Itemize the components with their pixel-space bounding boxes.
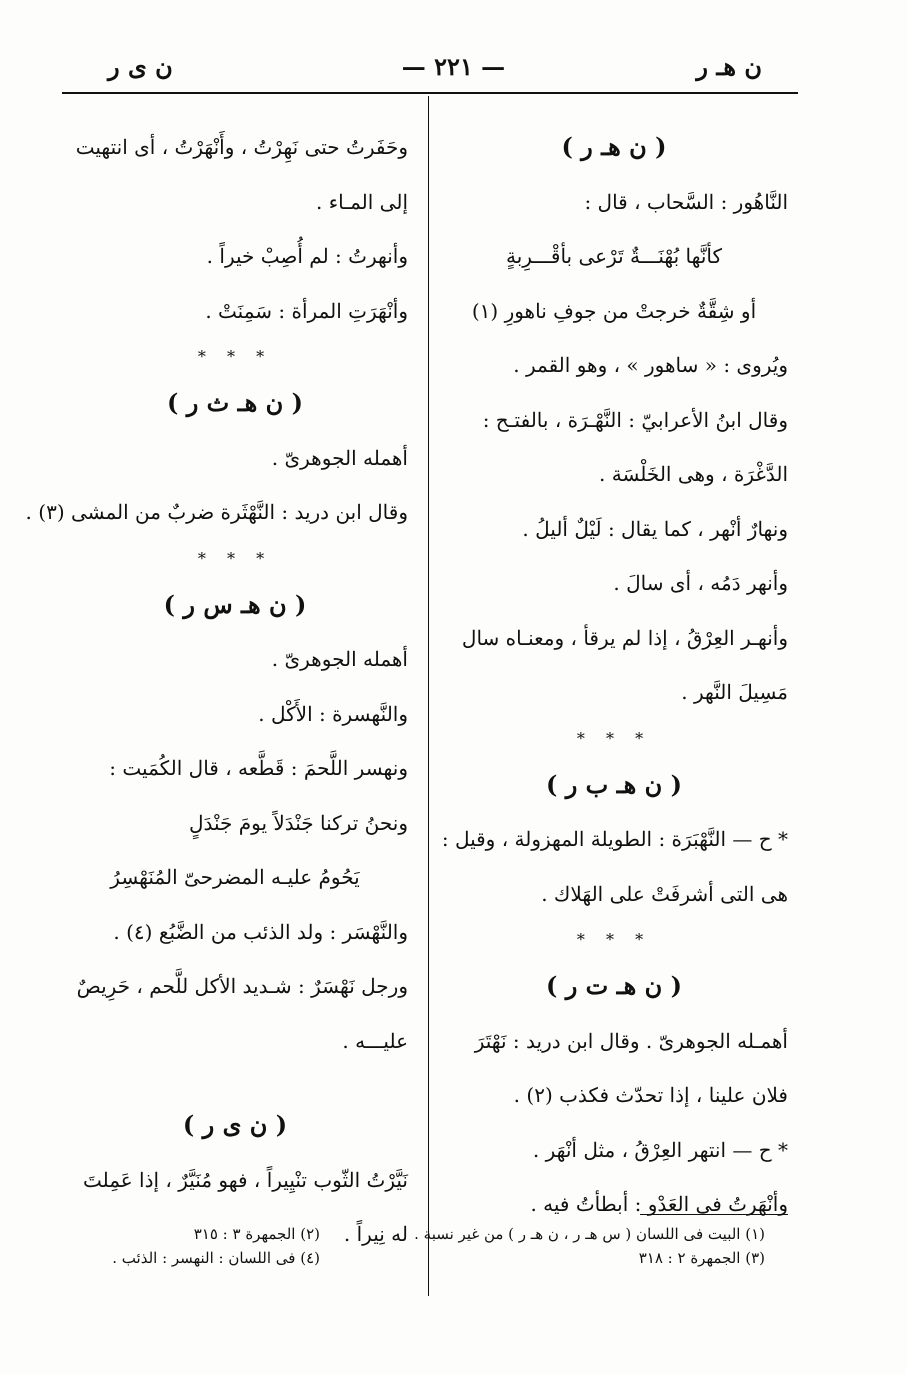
left-column (25, 120, 408, 1262)
text-line: فلان علينا ، إذا تحدّث فكذب (٢) . (513, 1083, 788, 1107)
running-head-right: ن هـ ر (696, 52, 762, 81)
text-line: وأنهـر العِرْقُ ، إذا لم يرقأ ، ومعنـاه سال (461, 625, 788, 650)
text-line: وحَفَرتُ حتى نَهِرْتُ ، وأَنْهَرْتُ ، أى انتهيت (75, 135, 408, 159)
text-line: ونهسر اللَّحمَ : قَطَّعه ، قال الكُمَيت : (109, 756, 408, 780)
header-rule (62, 92, 798, 94)
text-line: ويُروى : « ساهور » ، وهو القمر . (513, 353, 788, 377)
footnote-3: (٣) الجمهرة ٢ : ٣١٨ (638, 1249, 765, 1267)
text-line: * ح — انتهر العِرْقُ ، مثل أنْهَر . (532, 1137, 788, 1162)
section-separator: * * * (576, 728, 652, 748)
text-line: والنَّهْسَر : ولد الذئب من الضَّبُع (٤) . (113, 919, 408, 944)
text-line: وأنهرتُ : لم أُصِبْ خيراً . (206, 244, 408, 268)
footnote-1: (١) البيت فى اللسان ( س هـ ر ، ن هـ ر ) من غير نسبة . (414, 1225, 765, 1243)
text-line: ورجل نَهْسَرٌ : شـديد الأكل للَّحم ، حَرِيصٌ (76, 974, 408, 998)
footnote-rule (640, 1214, 788, 1215)
text-line: وقال ابن دريد : النَّهْثَرة ضربٌ من المشى (٣) . (25, 500, 408, 524)
text-line: نَيَّرْتُ الثّوب تنْيِيراً ، فهو مُنَيَّرٌ ، إذا عَمِلتَ (82, 1167, 408, 1192)
footnotes-right (414, 1222, 765, 1270)
running-head-left: ن ى ر (108, 52, 173, 81)
column-divider (428, 96, 429, 1296)
text-line: ونهارٌ أنْهر ، كما يقال : لَيْلٌ أليلُ . (522, 516, 788, 541)
entry-heading: ( ن هـ ث ر ) (167, 388, 303, 417)
text-line: الدَّغْرَة ، وهى الخَلْسَة . (599, 462, 788, 486)
entry-heading: ( ن هـ ت ر ) (546, 971, 682, 1000)
text-line: * ح — النَّهْبَرَة : الطويلة المهزولة ، وقيل : (441, 827, 788, 851)
text-line: عليـــه . (342, 1028, 408, 1053)
text-line: هى التى أشرفَتْ على الهَلاك . (541, 881, 788, 906)
footnote-2: (٢) الجمهرة ٣ : ٣١٥ (193, 1225, 320, 1243)
section-separator: * * * (576, 930, 652, 949)
entry-heading: ( ن ى ر ) (182, 1110, 288, 1139)
page-number: — ٢٢١ — (401, 52, 506, 81)
entry-heading: ( ن هـ ر ) (561, 132, 667, 161)
verse-line: كأنَّها بُهْنَـــةٌ تَرْعى بأقْـــرِبةٍ (505, 244, 722, 268)
right-column (440, 120, 788, 1232)
text-line: وأنْهَرتُ فى العَدْو : أبطأتُ فيه . (530, 1192, 788, 1216)
text-line: ونحنُ تركنا جَنْدَلاً يومَ جَنْدَلٍ (188, 810, 408, 835)
text-line: أهمله الجوهرىّ . (271, 647, 408, 671)
entry-heading: ( ن هـ ب ر ) (546, 769, 682, 799)
spacer (62, 1068, 408, 1098)
text-line: وأنْهَرَتِ المرأة : سَمِنَتْ . (205, 298, 408, 323)
footnote-4: (٤) فى اللسان : النهسر : الذئب . (112, 1249, 320, 1267)
section-separator: * * * (197, 548, 273, 568)
text-line: أهمله الجوهرىّ . (271, 445, 408, 470)
text-line: وقال ابنُ الأعرابيّ : النَّهْـرَة ، بالفتـح : (482, 407, 788, 432)
verse-line: يَحُومُ عليـه المضرحىّ المُنَهْسِرُ (110, 865, 360, 889)
text-line: أهمـله الجوهرىّ . وقال ابن دريد : نَهْتَرَ (474, 1028, 788, 1053)
text-line: مَسِيلَ النَّهر . (681, 680, 788, 704)
text-line: له نِيراً . (343, 1222, 408, 1246)
text-line: النَّاهُور : السَّحاب ، قال : (584, 189, 788, 214)
entry-heading: ( ن هـ س ر ) (163, 589, 307, 619)
text-line: إلى المـاء . (316, 189, 408, 214)
section-separator: * * * (197, 347, 273, 366)
text-line: والنَّهسرة : الأَكْل . (258, 701, 408, 726)
verse-line: أو شِقَّةٌ خرجتْ من جوفِ ناهورِ (١) (471, 298, 757, 323)
text-line: وأنهر دَمُه ، أى سالَ . (613, 571, 788, 595)
footnotes-left (88, 1222, 320, 1270)
